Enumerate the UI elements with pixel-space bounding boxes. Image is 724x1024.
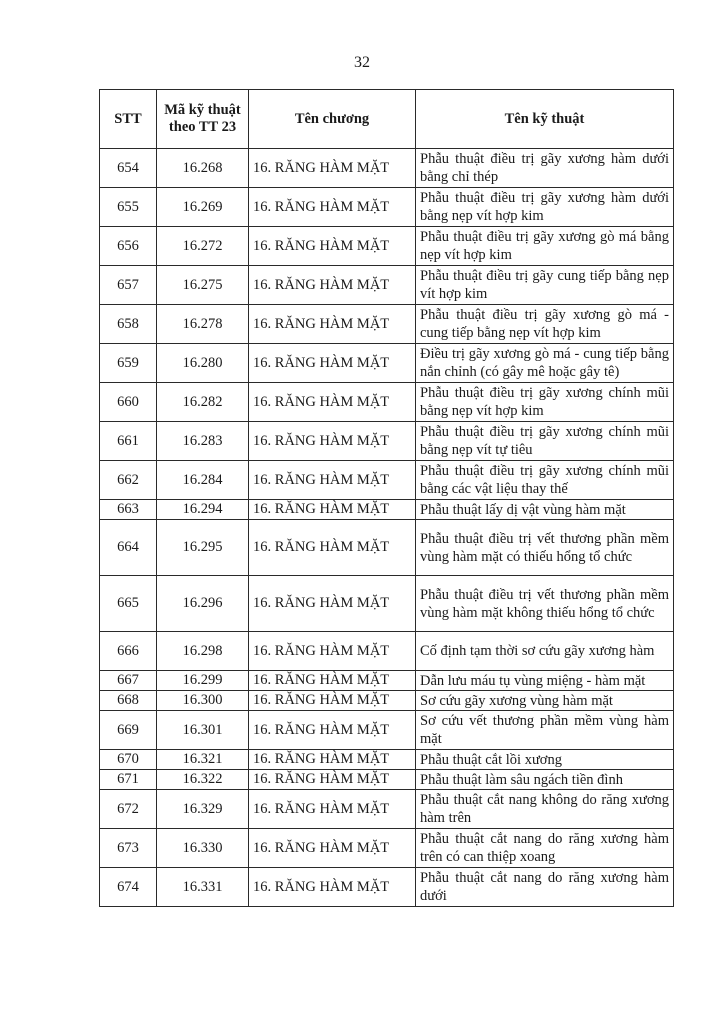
table-row	[100, 266, 674, 305]
code-cell: 16.299	[157, 671, 249, 691]
code-cell: 16.282	[157, 383, 249, 422]
code-cell: 16.278	[157, 305, 249, 344]
chapter-cell: 16. RĂNG HÀM MẶT	[249, 383, 416, 422]
table-row	[100, 500, 674, 520]
technique-name-cell: Phẫu thuật cắt nang do răng xương hàm trên có can thiệp xoang	[416, 829, 674, 868]
stt-cell: 657	[100, 266, 157, 305]
table-row	[100, 305, 674, 344]
stt-cell: 668	[100, 691, 157, 711]
code-cell: 16.284	[157, 461, 249, 500]
chapter-cell: 16. RĂNG HÀM MẶT	[249, 790, 416, 829]
chapter-cell: 16. RĂNG HÀM MẶT	[249, 227, 416, 266]
technique-name-cell: Phẫu thuật điều trị gãy cung tiếp bằng nẹp vít hợp kim	[416, 266, 674, 305]
code-cell: 16.300	[157, 691, 249, 711]
chapter-cell: 16. RĂNG HÀM MẶT	[249, 576, 416, 632]
stt-cell: 658	[100, 305, 157, 344]
table-row	[100, 461, 674, 500]
chapter-cell: 16. RĂNG HÀM MẶT	[249, 344, 416, 383]
technique-name-cell: Sơ cứu gãy xương vùng hàm mặt	[416, 691, 674, 711]
stt-cell: 664	[100, 520, 157, 576]
code-cell: 16.301	[157, 711, 249, 750]
code-cell: 16.296	[157, 576, 249, 632]
technique-name-cell: Phẫu thuật điều trị gãy xương gò má - cung tiếp bằng nẹp vít hợp kim	[416, 305, 674, 344]
technique-name-cell: Phẫu thuật điều trị gãy xương hàm dưới bằng nẹp vít hợp kim	[416, 188, 674, 227]
stt-cell: 671	[100, 770, 157, 790]
header-chapter: Tên chương	[249, 90, 416, 149]
technique-name-cell: Phẫu thuật điều trị gãy xương hàm dưới bằng chỉ thép	[416, 149, 674, 188]
code-cell: 16.272	[157, 227, 249, 266]
technique-name-cell: Dẫn lưu máu tụ vùng miệng - hàm mặt	[416, 671, 674, 691]
table-row	[100, 868, 674, 907]
header-row	[100, 90, 674, 149]
table-row	[100, 790, 674, 829]
header-technique: Tên kỹ thuật	[416, 90, 674, 149]
stt-cell: 670	[100, 750, 157, 770]
procedure-table	[99, 89, 674, 907]
stt-cell: 667	[100, 671, 157, 691]
chapter-cell: 16. RĂNG HÀM MẶT	[249, 671, 416, 691]
technique-name-cell: Phẫu thuật điều trị gãy xương chính mũi bằng các vật liệu thay thế	[416, 461, 674, 500]
code-cell: 16.331	[157, 868, 249, 907]
chapter-cell: 16. RĂNG HÀM MẶT	[249, 188, 416, 227]
technique-name-cell: Phẫu thuật cắt nang không do răng xương hàm trên	[416, 790, 674, 829]
technique-name-cell: Phẫu thuật điều trị vết thương phần mềm vùng hàm mặt không thiếu hổng tổ chức	[416, 576, 674, 632]
stt-cell: 654	[100, 149, 157, 188]
table-row	[100, 770, 674, 790]
chapter-cell: 16. RĂNG HÀM MẶT	[249, 711, 416, 750]
table-row	[100, 149, 674, 188]
chapter-cell: 16. RĂNG HÀM MẶT	[249, 750, 416, 770]
code-cell: 16.330	[157, 829, 249, 868]
table-row	[100, 829, 674, 868]
technique-name-cell: Phẫu thuật điều trị gãy xương chính mũi bằng nẹp vít tự tiêu	[416, 422, 674, 461]
technique-name-cell: Phẫu thuật điều trị gãy xương gò má bằng nẹp vít hợp kim	[416, 227, 674, 266]
chapter-cell: 16. RĂNG HÀM MẶT	[249, 520, 416, 576]
code-cell: 16.322	[157, 770, 249, 790]
stt-cell: 672	[100, 790, 157, 829]
chapter-cell: 16. RĂNG HÀM MẶT	[249, 829, 416, 868]
table-row	[100, 227, 674, 266]
stt-cell: 662	[100, 461, 157, 500]
table-row	[100, 520, 674, 576]
technique-name-cell: Cố định tạm thời sơ cứu gãy xương hàm	[416, 632, 674, 671]
code-cell: 16.275	[157, 266, 249, 305]
stt-cell: 669	[100, 711, 157, 750]
table-row	[100, 750, 674, 770]
chapter-cell: 16. RĂNG HÀM MẶT	[249, 422, 416, 461]
chapter-cell: 16. RĂNG HÀM MẶT	[249, 149, 416, 188]
stt-cell: 656	[100, 227, 157, 266]
stt-cell: 661	[100, 422, 157, 461]
technique-name-cell: Phẫu thuật làm sâu ngách tiền đình	[416, 770, 674, 790]
code-cell: 16.268	[157, 149, 249, 188]
stt-cell: 655	[100, 188, 157, 227]
table-body	[100, 149, 674, 907]
page-number: 32	[354, 54, 370, 71]
chapter-cell: 16. RĂNG HÀM MẶT	[249, 770, 416, 790]
stt-cell: 660	[100, 383, 157, 422]
stt-cell: 666	[100, 632, 157, 671]
technique-name-cell: Phẫu thuật cắt nang do răng xương hàm dưới	[416, 868, 674, 907]
chapter-cell: 16. RĂNG HÀM MẶT	[249, 632, 416, 671]
chapter-cell: 16. RĂNG HÀM MẶT	[249, 266, 416, 305]
table-row	[100, 188, 674, 227]
table-header	[100, 90, 674, 149]
code-cell: 16.298	[157, 632, 249, 671]
table-row	[100, 422, 674, 461]
code-cell: 16.269	[157, 188, 249, 227]
header-stt: STT	[100, 90, 157, 149]
technique-name-cell: Phẫu thuật cắt lồi xương	[416, 750, 674, 770]
table-row	[100, 632, 674, 671]
stt-cell: 663	[100, 500, 157, 520]
table-row	[100, 711, 674, 750]
table-row	[100, 671, 674, 691]
chapter-cell: 16. RĂNG HÀM MẶT	[249, 461, 416, 500]
technique-name-cell: Sơ cứu vết thương phần mềm vùng hàm mặt	[416, 711, 674, 750]
code-cell: 16.283	[157, 422, 249, 461]
code-cell: 16.295	[157, 520, 249, 576]
chapter-cell: 16. RĂNG HÀM MẶT	[249, 868, 416, 907]
table-row	[100, 344, 674, 383]
table-row	[100, 383, 674, 422]
header-code: Mã kỹ thuật theo TT 23	[157, 90, 249, 149]
chapter-cell: 16. RĂNG HÀM MẶT	[249, 691, 416, 711]
technique-name-cell: Phẫu thuật lấy dị vật vùng hàm mặt	[416, 500, 674, 520]
code-cell: 16.321	[157, 750, 249, 770]
code-cell: 16.294	[157, 500, 249, 520]
stt-cell: 659	[100, 344, 157, 383]
stt-cell: 665	[100, 576, 157, 632]
technique-name-cell: Phẫu thuật điều trị vết thương phần mềm vùng hàm mặt có thiếu hổng tổ chức	[416, 520, 674, 576]
chapter-cell: 16. RĂNG HÀM MẶT	[249, 500, 416, 520]
chapter-cell: 16. RĂNG HÀM MẶT	[249, 305, 416, 344]
stt-cell: 674	[100, 868, 157, 907]
code-cell: 16.329	[157, 790, 249, 829]
technique-name-cell: Phẫu thuật điều trị gãy xương chính mũi bằng nẹp vít hợp kim	[416, 383, 674, 422]
technique-name-cell: Điều trị gãy xương gò má - cung tiếp bằng nắn chỉnh (có gây mê hoặc gây tê)	[416, 344, 674, 383]
table-row	[100, 576, 674, 632]
code-cell: 16.280	[157, 344, 249, 383]
table-row	[100, 691, 674, 711]
stt-cell: 673	[100, 829, 157, 868]
